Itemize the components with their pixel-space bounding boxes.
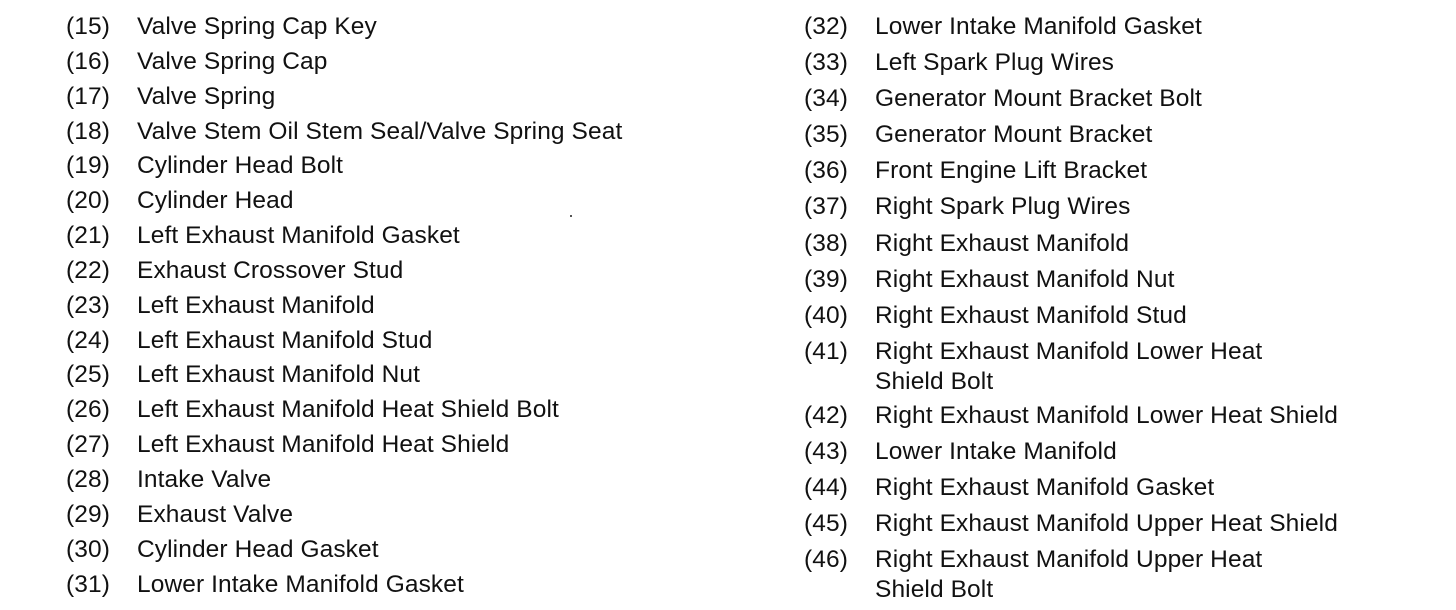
legend-item-26 xyxy=(66,395,756,430)
legend-item-45 xyxy=(804,509,1444,545)
item-label: Intake Valve xyxy=(137,465,272,493)
item-label: Right Exhaust Manifold Lower Heat Shield Bolt xyxy=(875,337,1263,395)
item-number: (33) xyxy=(804,49,848,77)
item-number: (46) xyxy=(804,546,848,574)
legend-item-46 xyxy=(804,545,1444,609)
item-number: (35) xyxy=(804,121,848,149)
legend-item-38 xyxy=(804,229,1444,265)
scan-speck xyxy=(570,215,572,217)
legend-item-30 xyxy=(66,535,756,570)
legend-item-37 xyxy=(804,192,1444,228)
item-label: Valve Stem Oil Stem Seal/Valve Spring Seat xyxy=(137,117,623,145)
item-label: Right Spark Plug Wires xyxy=(875,193,1131,221)
legend-item-27 xyxy=(66,430,756,465)
legend-item-18 xyxy=(66,117,756,152)
parts-legend-left-column xyxy=(66,12,756,604)
item-label: Exhaust Valve xyxy=(137,500,294,528)
item-number: (32) xyxy=(804,13,848,40)
item-label: Valve Spring Cap xyxy=(137,47,328,75)
item-label: Generator Mount Bracket Bolt xyxy=(875,85,1202,113)
legend-item-40 xyxy=(804,301,1444,337)
item-number: (17) xyxy=(66,82,110,110)
legend-item-25 xyxy=(66,360,756,395)
legend-item-29 xyxy=(66,500,756,535)
item-label: Lower Intake Manifold Gasket xyxy=(137,570,464,598)
item-number: (44) xyxy=(804,474,848,502)
item-number: (29) xyxy=(66,500,110,528)
item-number: (19) xyxy=(66,152,110,180)
legend-item-32 xyxy=(804,12,1444,48)
parts-legend-right-column xyxy=(804,12,1444,609)
legend-item-21 xyxy=(66,221,756,256)
item-label: Right Exhaust Manifold Lower Heat Shield xyxy=(875,401,1338,429)
item-number: (26) xyxy=(66,396,110,424)
legend-item-20 xyxy=(66,186,756,221)
item-number: (23) xyxy=(66,291,110,319)
item-label: Left Exhaust Manifold Stud xyxy=(137,326,433,354)
item-label: Lower Intake Manifold Gasket xyxy=(875,13,1202,40)
legend-item-31 xyxy=(66,570,756,605)
item-number: (20) xyxy=(66,187,110,215)
item-number: (16) xyxy=(66,47,110,75)
item-label: Generator Mount Bracket xyxy=(875,121,1153,149)
legend-item-16 xyxy=(66,47,756,82)
item-label: Right Exhaust Manifold Upper Heat Shield xyxy=(875,510,1338,538)
item-label: Right Exhaust Manifold Stud xyxy=(875,301,1187,329)
item-number: (40) xyxy=(804,301,848,329)
item-label: Left Spark Plug Wires xyxy=(875,49,1115,77)
legend-item-17 xyxy=(66,82,756,117)
item-number: (30) xyxy=(66,535,110,563)
item-number: (31) xyxy=(66,570,110,598)
item-label: Cylinder Head Gasket xyxy=(137,535,379,563)
legend-item-33 xyxy=(804,48,1444,84)
item-label: Front Engine Lift Bracket xyxy=(875,157,1148,185)
legend-item-39 xyxy=(804,265,1444,301)
item-number: (27) xyxy=(66,431,110,459)
item-number: (18) xyxy=(66,117,110,145)
item-label: Left Exhaust Manifold Heat Shield xyxy=(137,431,510,459)
item-number: (34) xyxy=(804,85,848,113)
legend-item-15 xyxy=(66,12,756,47)
legend-item-23 xyxy=(66,291,756,326)
legend-item-35 xyxy=(804,120,1444,156)
legend-item-36 xyxy=(804,156,1444,192)
item-label: Left Exhaust Manifold Nut xyxy=(137,361,421,389)
legend-item-24 xyxy=(66,326,756,361)
item-label: Left Exhaust Manifold Gasket xyxy=(137,222,460,250)
item-label: Valve Spring Cap Key xyxy=(137,13,377,40)
item-number: (24) xyxy=(66,326,110,354)
item-number: (36) xyxy=(804,157,848,185)
legend-item-43 xyxy=(804,437,1444,473)
item-label: Right Exhaust Manifold Nut xyxy=(875,265,1175,293)
legend-item-22 xyxy=(66,256,756,291)
item-number: (41) xyxy=(804,337,848,365)
item-label: Left Exhaust Manifold xyxy=(137,291,375,319)
item-label: Cylinder Head xyxy=(137,187,294,215)
item-number: (37) xyxy=(804,193,848,221)
item-number: (42) xyxy=(804,401,848,429)
item-label: Exhaust Crossover Stud xyxy=(137,256,404,284)
item-number: (39) xyxy=(804,265,848,293)
item-number: (25) xyxy=(66,361,110,389)
item-number: (28) xyxy=(66,465,110,493)
item-label: Right Exhaust Manifold xyxy=(875,229,1130,257)
item-number: (15) xyxy=(66,13,110,40)
item-label: Left Exhaust Manifold Heat Shield Bolt xyxy=(137,396,559,424)
legend-item-41 xyxy=(804,337,1444,401)
item-number: (21) xyxy=(66,222,110,250)
item-label: Right Exhaust Manifold Upper Heat Shield Bolt xyxy=(875,546,1263,604)
item-number: (22) xyxy=(66,256,110,284)
item-label: Cylinder Head Bolt xyxy=(137,152,344,180)
item-number: (45) xyxy=(804,510,848,538)
item-number: (38) xyxy=(804,229,848,257)
item-label: Lower Intake Manifold xyxy=(875,437,1117,465)
item-number: (43) xyxy=(804,437,848,465)
legend-item-42 xyxy=(804,401,1444,437)
item-label: Valve Spring xyxy=(137,82,276,110)
item-label: Right Exhaust Manifold Gasket xyxy=(875,474,1215,502)
legend-item-19 xyxy=(66,151,756,186)
legend-item-44 xyxy=(804,473,1444,509)
legend-item-28 xyxy=(66,465,756,500)
legend-item-34 xyxy=(804,84,1444,120)
